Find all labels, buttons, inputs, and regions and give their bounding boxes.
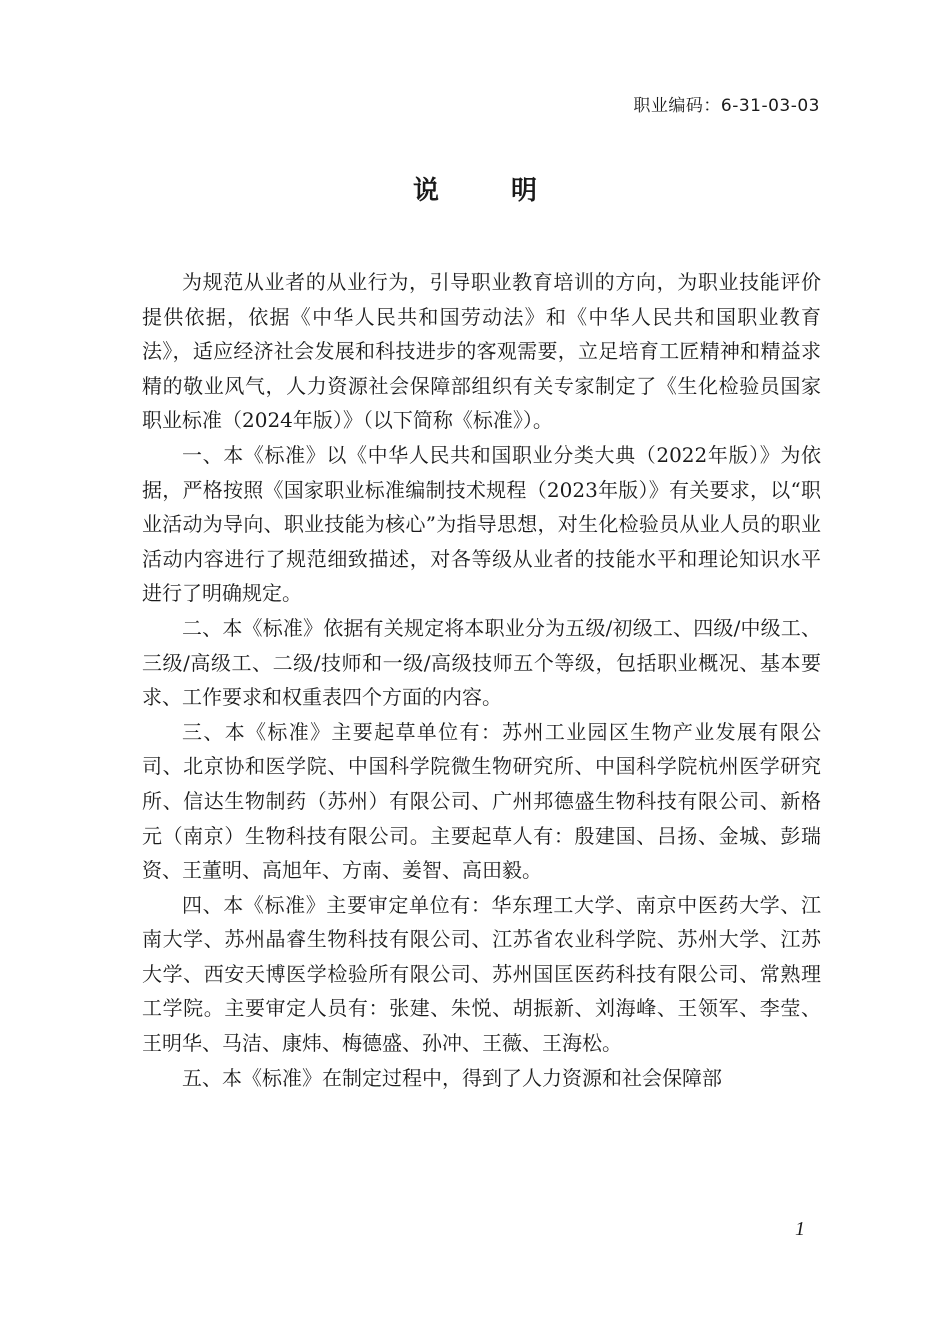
body-text: [142, 265, 821, 1095]
paragraph-5: 五、本《标准》在制定过程中，得到了人力资源和社会保障部: [182, 1065, 722, 1090]
paragraph-intro: 为规范从业者的从业行为，引导职业教育培训的方向，为职业技能评价提供依据，依据《中华人民共和国劳动法》和《中华人民共和国职业教育法》，适应经济社会发展和科技进步的客观需要，立足培育工匠精神和精益求精的敬业风气，人力资源社会保障部组织有关专家制定了《生化检验员国家职业标准（2024年版）》（以下简称《标准》）。: [142, 270, 821, 433]
paragraph-3: 三、本《标准》主要起草单位有：苏州工业园区生物产业发展有限公司、北京协和医学院、中国科学院微生物研究所、中国科学院杭州医学研究所、信达生物制药（苏州）有限公司、广州邦德盛生物科技有限公司、新格元（南京）生物科技有限公司。主要起草人有：殷建国、吕扬、金城、彭瑞资、王董明、高旭年、方南、姜智、高田毅。: [142, 719, 821, 883]
job-code: 职业编码：6-31-03-03: [633, 96, 820, 116]
paragraph-1: 一、本《标准》以《中华人民共和国职业分类大典（2022年版）》为依据，严格按照《国家职业标准编制技术规程（2023年版）》有关要求，以“职业活动为导向、职业技能为核心”为指导思想，对生化检验员从业人员的职业活动内容进行了规范细致描述，对各等级从业者的技能水平和理论知识水平进行了明确规定。: [142, 442, 821, 606]
paragraph-4: 四、本《标准》主要审定单位有：华东理工大学、南京中医药大学、江南大学、苏州晶睿生物科技有限公司、江苏省农业科学院、苏州大学、江苏大学、西安天博医学检验所有限公司、苏州国匡医药科技有限公司、常熟理工学院。主要审定人员有：张建、朱悦、胡振新、刘海峰、王领军、李莹、王明华、马洁、康炜、梅德盛、孙冲、王薇、王海松。: [142, 892, 821, 1056]
paragraph-2: 二、本《标准》依据有关规定将本职业分为五级/初级工、四级/中级工、三级/高级工、二级/技师和一级/高级技师五个等级，包括职业概况、基本要求、工作要求和权重表四个方面的内容。: [142, 615, 821, 710]
page-number: 1: [795, 1218, 805, 1240]
page-title: 说明: [412, 176, 609, 206]
